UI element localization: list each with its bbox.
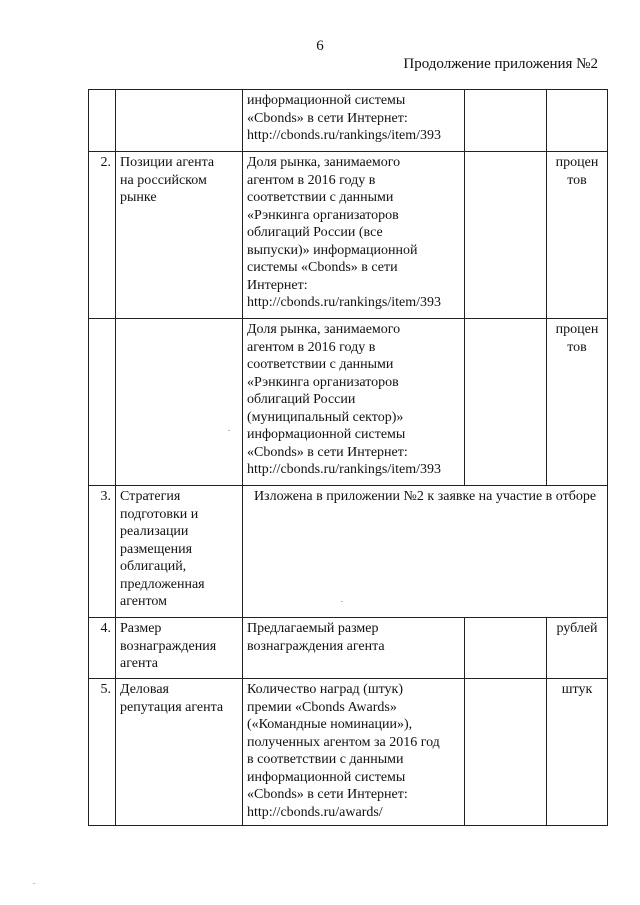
- criterion-name-cell: [116, 90, 243, 152]
- table-row: [89, 152, 608, 319]
- table-row: [89, 679, 608, 826]
- criterion-description-cell: Количество наград (штук) премии «Cbonds Awards» («Командные номинации»), полученных агентом за 2016 год в соответствии с данными информационной системы «Cbonds» в сети Интернет: http://cbonds.ru/awards/: [243, 679, 465, 826]
- row-number-cell: [89, 90, 116, 152]
- value-cell: [465, 618, 547, 679]
- criterion-name-cell: Позиции агента на российском рынке: [116, 152, 243, 319]
- unit-cell: процен тов: [547, 319, 608, 486]
- value-cell: [465, 90, 547, 152]
- unit-cell: [547, 90, 608, 152]
- row-number-cell: 5.: [89, 679, 116, 826]
- scan-speck: [228, 430, 230, 431]
- criterion-name-cell: Деловая репутация агента: [116, 679, 243, 826]
- unit-cell: процен тов: [547, 152, 608, 319]
- value-cell: [465, 319, 547, 486]
- table-row: [89, 486, 608, 618]
- unit-cell: рублей: [547, 618, 608, 679]
- criterion-description-cell: информационной системы «Cbonds» в сети Интернет: http://cbonds.ru/rankings/item/393: [243, 90, 465, 152]
- criterion-name-cell: Размер вознаграждения агента: [116, 618, 243, 679]
- scan-speck: [341, 601, 343, 602]
- appendix-continuation-header: Продолжение приложения №2: [403, 56, 598, 72]
- criterion-name-cell: Стратегия подготовки и реализации размещения облигаций, предложенная агентом: [116, 486, 243, 618]
- criterion-description-cell: Доля рынка, занимаемого агентом в 2016 году в соответствии с данными «Рэнкинга организаторов облигаций России (муниципальный сектор)» информационной системы «Cbonds» в сети Интернет: http://cbonds.ru/rankings/item/393: [243, 319, 465, 486]
- criterion-description-cell: Предлагаемый размер вознаграждения агента: [243, 618, 465, 679]
- scan-speck: [33, 883, 35, 884]
- strategy-reference-cell: Изложена в приложении №2 к заявке на участие в отборе: [243, 486, 608, 618]
- table-row: [89, 90, 608, 152]
- table-row: [89, 319, 608, 486]
- criteria-table: [88, 89, 608, 826]
- value-cell: [465, 679, 547, 826]
- criterion-name-cell: [116, 319, 243, 486]
- page-number: 6: [316, 38, 324, 54]
- table-row: [89, 618, 608, 679]
- row-number-cell: 2.: [89, 152, 116, 319]
- value-cell: [465, 152, 547, 319]
- row-number-cell: [89, 319, 116, 486]
- row-number-cell: 3.: [89, 486, 116, 618]
- row-number-cell: 4.: [89, 618, 116, 679]
- criterion-description-cell: Доля рынка, занимаемого агентом в 2016 году в соответствии с данными «Рэнкинга организаторов облигаций России (все выпуски)» информационной системы «Cbonds» в сети Интернет: http://cbonds.ru/rankings/item/393: [243, 152, 465, 319]
- unit-cell: штук: [547, 679, 608, 826]
